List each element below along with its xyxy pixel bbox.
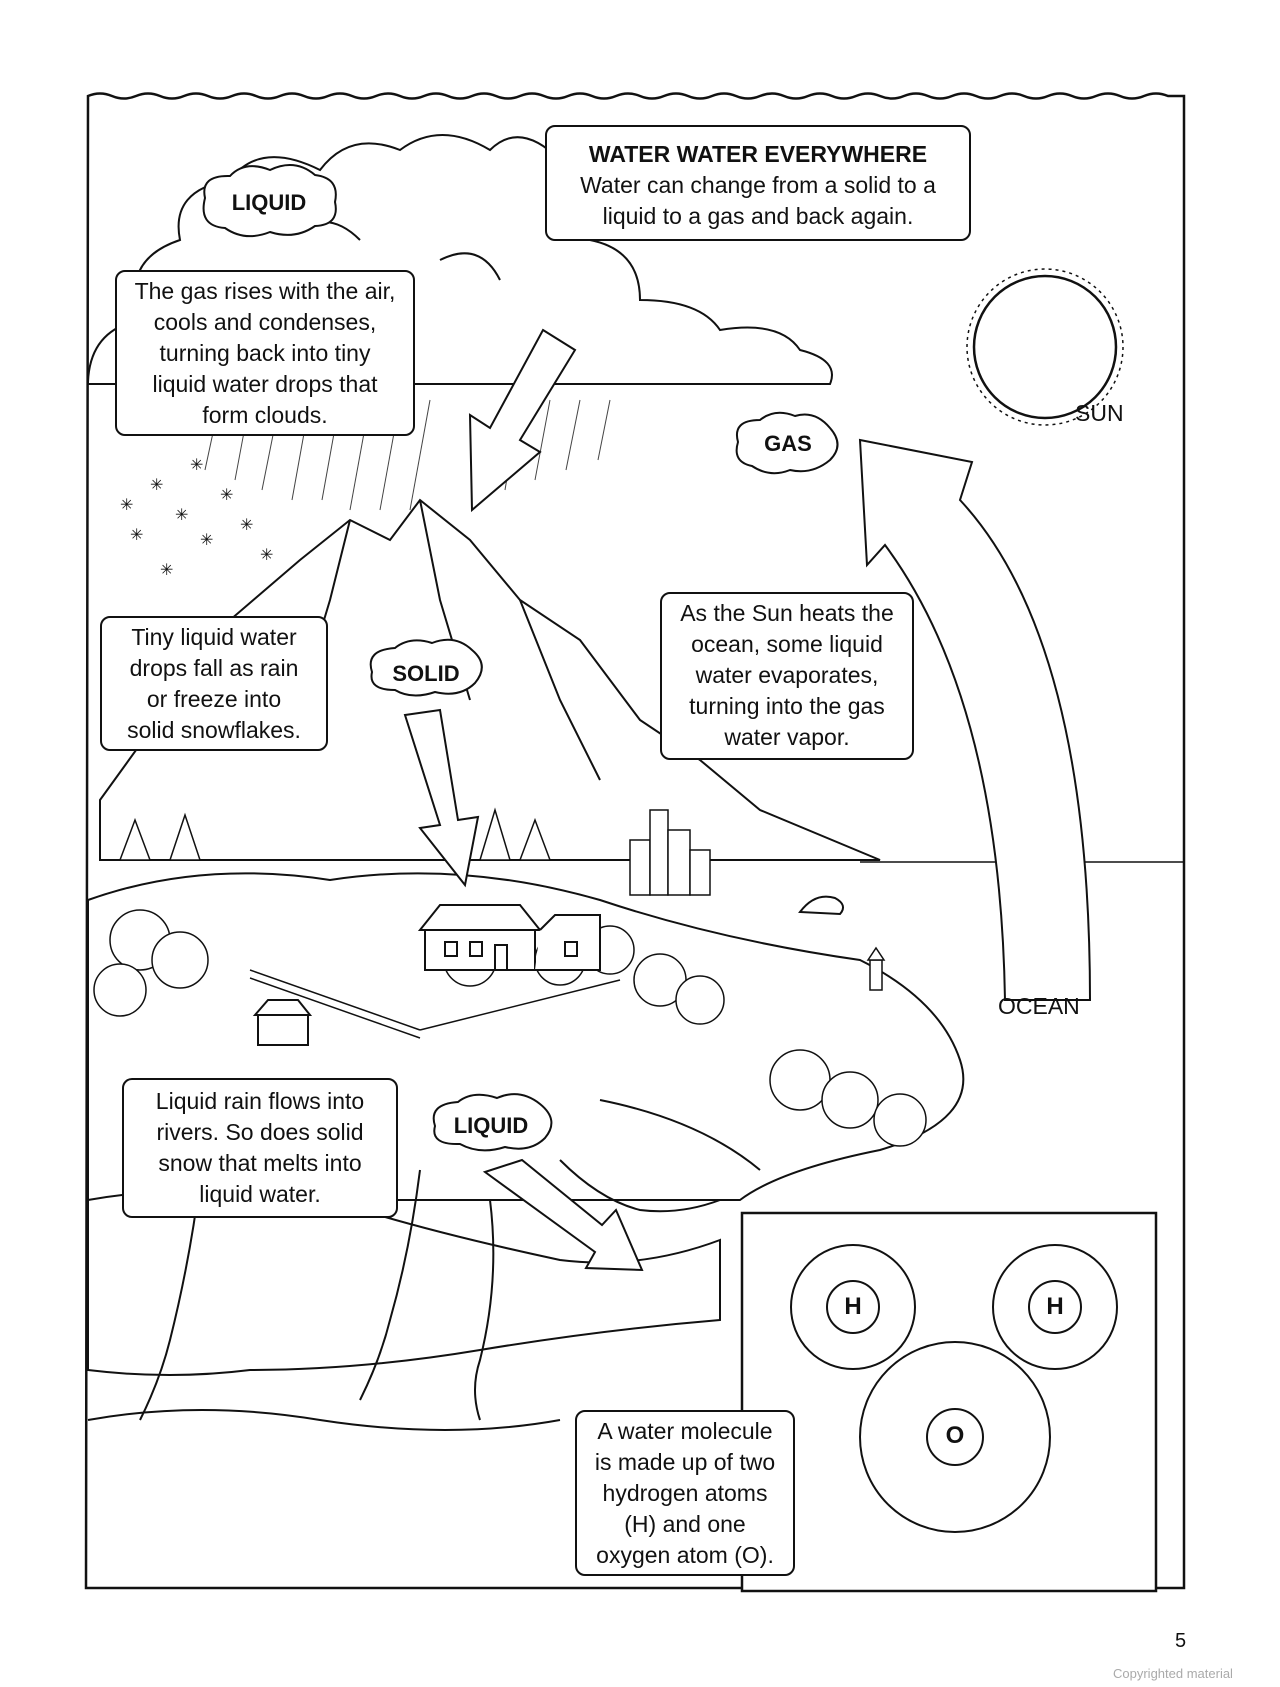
caption-line: ocean, some liquid — [691, 631, 883, 657]
molecule-panel — [742, 1213, 1156, 1591]
svg-text:✳: ✳ — [160, 560, 174, 579]
caption-line: (H) and one — [624, 1511, 746, 1537]
caption-line: A water molecule — [597, 1418, 773, 1444]
caption-line: turning into the gas — [689, 693, 885, 719]
caption-line: Tiny liquid water — [131, 624, 297, 650]
caption-evaporation — [660, 592, 914, 760]
title-subtext-line-2: liquid to a gas and back again. — [602, 203, 914, 229]
caption-line: drops fall as rain — [129, 655, 299, 681]
svg-text:✳: ✳ — [220, 485, 234, 504]
caption-line: turning back into tiny — [159, 340, 371, 366]
copyright-notice: Copyrighted material — [1113, 1666, 1233, 1681]
title-subtext-line-1: Water can change from a solid to a — [580, 172, 936, 198]
caption-precipitation — [100, 616, 328, 751]
caption-line: rivers. So does solid — [156, 1119, 364, 1145]
label-liquid-bottom: LIQUID — [453, 1113, 529, 1138]
lighthouse — [868, 948, 884, 990]
page-number: 5 — [1175, 1630, 1187, 1652]
sea-rock — [800, 897, 843, 914]
caption-line: water vapor. — [724, 724, 850, 750]
caption-line: or freeze into — [146, 686, 282, 712]
svg-text:✳: ✳ — [175, 505, 189, 524]
caption-line: oxygen atom (O). — [596, 1542, 774, 1568]
caption-line: Liquid rain flows into — [155, 1088, 365, 1114]
label-solid: SOLID — [392, 661, 460, 686]
caption-line: is made up of two — [594, 1449, 776, 1475]
label-liquid-top: LIQUID — [231, 190, 307, 215]
label-sun: SUN — [1075, 400, 1124, 426]
caption-line: liquid water drops that — [152, 371, 378, 397]
svg-text:✳: ✳ — [260, 545, 274, 564]
svg-text:✳: ✳ — [130, 525, 144, 544]
page-title: WATER WATER EVERYWHERE — [588, 141, 928, 167]
atom-label-h1: H — [844, 1293, 862, 1320]
caption-line: snow that melts into — [158, 1150, 362, 1176]
caption-line: solid snowflakes. — [127, 717, 301, 743]
caption-line: cools and condenses, — [153, 309, 377, 335]
atom-label-h2: H — [1046, 1293, 1064, 1320]
caption-line: water evaporates, — [695, 662, 879, 688]
caption-line: The gas rises with the air, — [134, 278, 396, 304]
caption-runoff — [122, 1078, 398, 1218]
label-ocean: OCEAN — [998, 993, 1080, 1019]
farmhouse — [420, 905, 600, 970]
caption-line: liquid water. — [199, 1181, 321, 1207]
caption-line: form clouds. — [202, 402, 328, 428]
caption-condensation — [115, 270, 415, 436]
svg-text:✳: ✳ — [120, 495, 134, 514]
barn — [255, 1000, 310, 1045]
svg-text:✳: ✳ — [190, 455, 204, 474]
atom-label-o: O — [945, 1422, 965, 1449]
svg-text:✳: ✳ — [150, 475, 164, 494]
caption-molecule — [575, 1410, 795, 1576]
title-box — [545, 125, 971, 241]
svg-text:✳: ✳ — [200, 530, 214, 549]
svg-text:✳: ✳ — [240, 515, 254, 534]
caption-line: hydrogen atoms — [602, 1480, 768, 1506]
label-gas: GAS — [764, 431, 812, 456]
caption-line: As the Sun heats the — [680, 600, 894, 626]
